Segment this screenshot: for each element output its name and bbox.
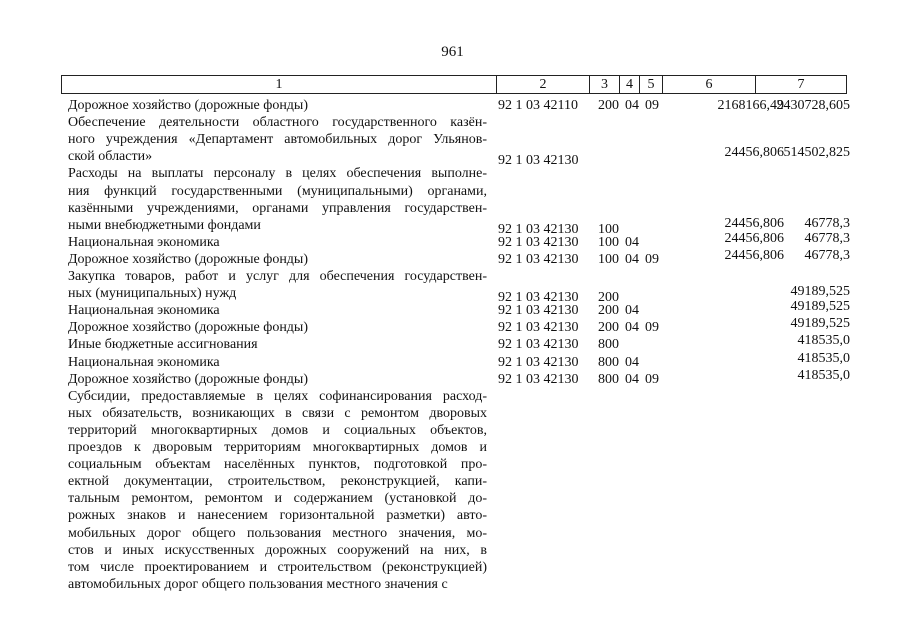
row-description-line: ской области» — [68, 149, 153, 165]
row-value-col6: 24456,806 — [724, 247, 784, 263]
row-value-col7: 49189,525 — [790, 316, 850, 332]
row-description-line: Обеспечение деятельности областного государственного казён- — [68, 115, 487, 131]
row-description-line: Дорожное хозяйство (дорожные фонды) — [68, 320, 309, 336]
row-description-line: проездов к дворовым территориям многоквартирных домов и — [68, 440, 487, 455]
row-expense-type: 100 — [598, 251, 619, 267]
row-description-line: ного учреждения «Департамент автомобильных дорог Ульянов- — [68, 132, 487, 148]
row-expense-type: 100 — [598, 234, 619, 250]
row-subsection: 09 — [645, 251, 659, 267]
row-code: 92 1 03 42130 — [498, 354, 579, 370]
row-description-line: территорий многоквартирных домов и социальных объектов, — [68, 422, 487, 438]
row-description-line: ных обязательств, возникающих в связи с ремонтом дворовых — [68, 405, 487, 421]
row-description-line: казёнными учреждениями, органами управления государствен- — [68, 200, 487, 216]
header-col-5: 5 — [640, 76, 663, 93]
page-number: 961 — [441, 44, 464, 60]
row-value-col7: 418535,0 — [797, 367, 850, 383]
row-description-line: ния функций государственными (муниципальными) органами, — [68, 183, 487, 199]
row-value-col6: 24456,806 — [724, 230, 784, 246]
row-section: 04 — [625, 251, 639, 267]
row-value-col7: 49189,525 — [790, 299, 850, 315]
row-description-line: Национальная экономика — [68, 303, 220, 319]
header-col-6: 6 — [663, 76, 756, 93]
row-value-col6: 2168166,49 — [717, 98, 784, 113]
row-section: 04 — [625, 98, 639, 113]
row-description-line: Дорожное хозяйство (дорожные фонды) — [68, 371, 309, 387]
row-code: 92 1 03 42130 — [498, 337, 579, 353]
row-expense-type: 200 — [598, 303, 619, 319]
row-value-col6: 24456,806 — [724, 145, 784, 161]
row-description-line: мобильных дорог общего пользования местного значения, мо- — [68, 525, 487, 541]
row-section: 04 — [625, 320, 639, 336]
row-expense-type: 100 — [598, 221, 619, 237]
row-description-line: том числе проектированием и строительством (реконструкцией) — [68, 559, 487, 575]
header-col-7: 7 — [797, 77, 805, 92]
row-code: 92 1 03 42130 — [498, 320, 579, 336]
row-code: 92 1 03 42130 — [498, 153, 579, 169]
row-code: 92 1 03 42130 — [498, 371, 579, 387]
row-value-col7: 418535,0 — [797, 350, 850, 366]
header-col-1: 1 — [62, 76, 497, 93]
row-description-line: тальным ремонтом, ремонтом и содержанием (установкой до- — [68, 491, 487, 507]
row-description-line: стов и иных искусственных дорожных сооружений на них, в — [68, 542, 487, 558]
row-expense-type: 200 — [598, 320, 619, 336]
row-description-line: Расходы на выплаты персоналу в целях обеспечения выполне- — [68, 166, 487, 182]
row-expense-type: 200 — [598, 98, 619, 113]
row-expense-type: 800 — [598, 371, 619, 387]
row-description-line: Субсидии, предоставляемые в целях софинансирования расход- — [68, 388, 487, 404]
row-value-col7: 49189,525 — [790, 284, 850, 300]
row-code: 92 1 03 42130 — [498, 303, 579, 319]
row-value-col7: 418535,0 — [797, 333, 850, 349]
row-code: 92 1 03 42110 — [498, 98, 578, 113]
row-description-line: ными внебюджетными фондами — [68, 217, 261, 233]
row-subsection: 09 — [645, 371, 659, 387]
row-value-col7: 46778,3 — [804, 215, 850, 231]
row-value-col7: 2430728,605 — [776, 98, 850, 113]
header-col-2: 2 — [497, 76, 590, 93]
row-expense-type: 800 — [598, 354, 619, 370]
row-value-col6: 24456,806 — [724, 215, 784, 231]
row-description-line: рожных знаков и нанесением горизонтальной разметки) авто- — [68, 508, 487, 524]
row-section: 04 — [625, 371, 639, 387]
row-code: 92 1 03 42130 — [498, 290, 579, 306]
header-col-3: 3 — [590, 76, 620, 93]
row-section: 04 — [625, 303, 639, 319]
row-code: 92 1 03 42130 — [498, 251, 579, 267]
row-expense-type: 800 — [598, 337, 619, 353]
row-section: 04 — [625, 234, 639, 250]
row-value-col7: 46778,3 — [804, 247, 850, 263]
row-description-line: ных (муниципальных) нужд — [68, 286, 237, 302]
row-code: 92 1 03 42130 — [498, 221, 579, 237]
row-description-line: Иные бюджетные ассигнования — [68, 337, 258, 353]
row-code: 92 1 03 42130 — [498, 234, 579, 250]
row-description-line: Дорожное хозяйство (дорожные фонды) — [68, 251, 309, 267]
row-description-line: Национальная экономика — [68, 354, 220, 370]
row-expense-type: 200 — [598, 290, 619, 306]
row-description-line: ектной документации, строительством, реконструкцией, капи- — [68, 474, 487, 490]
row-subsection: 09 — [645, 320, 659, 336]
row-value-col7: 46778,3 — [804, 230, 850, 246]
row-section: 04 — [625, 354, 639, 370]
row-description-line: Закупка товаров, работ и услуг для обеспечения государствен- — [68, 269, 487, 284]
row-description-line: автомобильных дорог общего пользования местного значения с — [68, 576, 448, 592]
row-subsection: 09 — [645, 98, 659, 113]
header-col-4: 4 — [620, 76, 640, 93]
row-description-line: Дорожное хозяйство (дорожные фонды) — [68, 98, 309, 113]
row-description-line: Национальная экономика — [68, 234, 220, 250]
row-description-line: социальным объектам населённых пунктов, подготовкой про- — [68, 457, 487, 473]
row-value-col7: 514502,825 — [783, 145, 850, 161]
